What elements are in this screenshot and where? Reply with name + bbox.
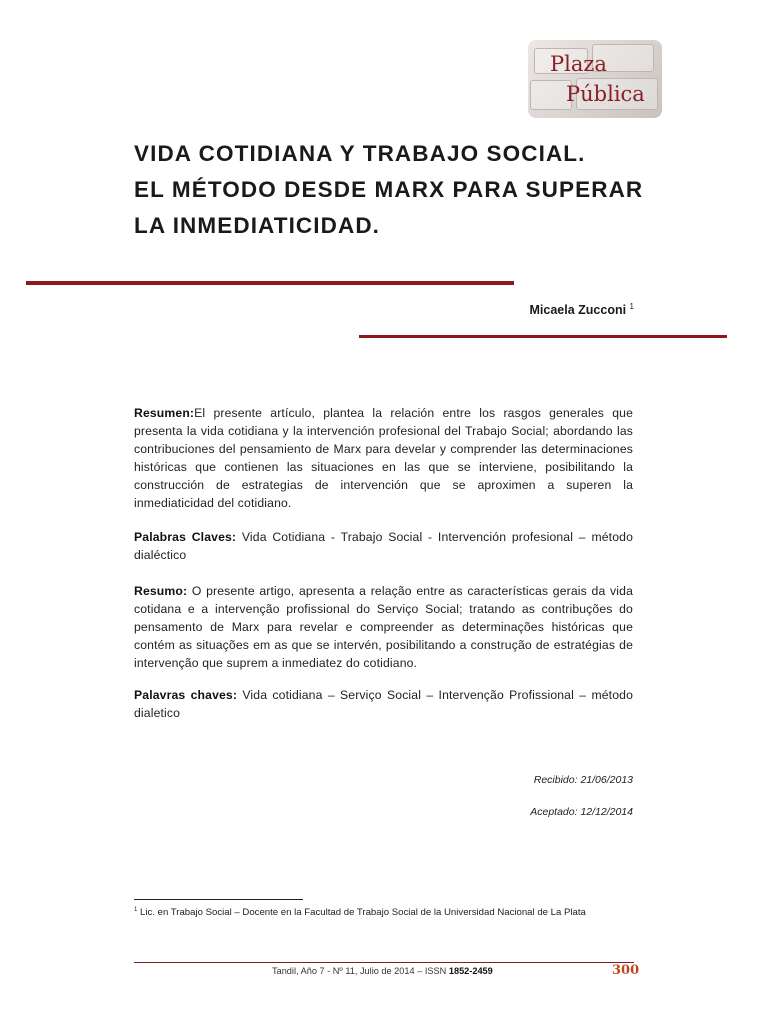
keywords-spanish — [134, 528, 633, 564]
title-line-3: LA INMEDIATICIDAD. — [134, 213, 381, 238]
abstract-portuguese — [134, 582, 633, 672]
author-footnote-ref[interactable]: 1 — [629, 302, 634, 311]
footnote-marker: 1 — [134, 907, 138, 913]
footer-issn: 1852-2459 — [448, 966, 493, 976]
author-divider — [359, 335, 727, 338]
keywords-portuguese — [134, 686, 633, 722]
author-byline — [530, 302, 635, 317]
abstract-es-text: El presente artículo, plantea la relación entre los rasgos generales que presenta la vida cotidiana y la intervención profesional del Trabajo Social; abordando las contribuciones del pensamiento de Marx para develar y comprender las determinaciones históricas que contienen las situaciones en las que se interviene, posibilitando la construcción de estrategias de intervención que se aproximen a superen la inmediaticidad del cotidiano. — [134, 406, 633, 510]
footer-divider — [134, 962, 634, 963]
abstract-spanish — [134, 404, 633, 512]
journal-logo — [528, 40, 662, 118]
accepted-date: Aceptado: 12/12/2014 — [530, 806, 633, 818]
logo-word-plaza: Plaza — [550, 52, 607, 76]
logo-word-publica: Pública — [566, 82, 645, 106]
keywords-es-text: Vida Cotidiana - Trabajo Social - Intervención profesional – método dialéctico — [134, 530, 633, 562]
abstract-pt-text: O presente artigo, apresenta a relação entre as características gerais da vida cotidana e a intervenção profissional do Serviço Social; tratando as contribuções do pensamento de Marx para revelar e compreender as determinações históricas que contém as situações em as que se intervén, posibilitando a construção de estratégias de intervenção que suprem a inmediatez do cotidiano. — [134, 584, 633, 670]
footnote — [134, 907, 586, 918]
title-line-1: VIDA COTIDIANA Y TRABAJO SOCIAL. — [134, 141, 586, 166]
abstract-es-label: Resumen: — [134, 406, 195, 420]
keywords-pt-text: Vida cotidiana – Serviço Social – Intervenção Profissional – método dialetico — [134, 688, 633, 720]
footer-citation — [272, 966, 493, 976]
abstract-pt-label: Resumo: — [134, 584, 188, 598]
article-title — [134, 136, 654, 244]
author-name: Micaela Zucconi — [529, 303, 627, 318]
title-divider — [26, 281, 514, 285]
footnote-divider — [134, 899, 303, 900]
footer-citation-text: Tandil, Año 7 - Nº 11, Julio de 2014 – ISSN — [272, 966, 449, 976]
footnote-text: Lic. en Trabajo Social – Docente en la Facultad de Trabajo Social de la Universidad Nacional de La Plata — [137, 907, 586, 919]
keywords-pt-label: Palavras chaves: — [134, 688, 238, 702]
page-number: 300 — [612, 963, 640, 978]
title-line-2: EL MÉTODO DESDE MARX PARA SUPERAR — [134, 177, 644, 202]
keywords-es-label: Palabras Claves: — [134, 530, 237, 544]
received-date: Recibido: 21/06/2013 — [533, 774, 633, 786]
